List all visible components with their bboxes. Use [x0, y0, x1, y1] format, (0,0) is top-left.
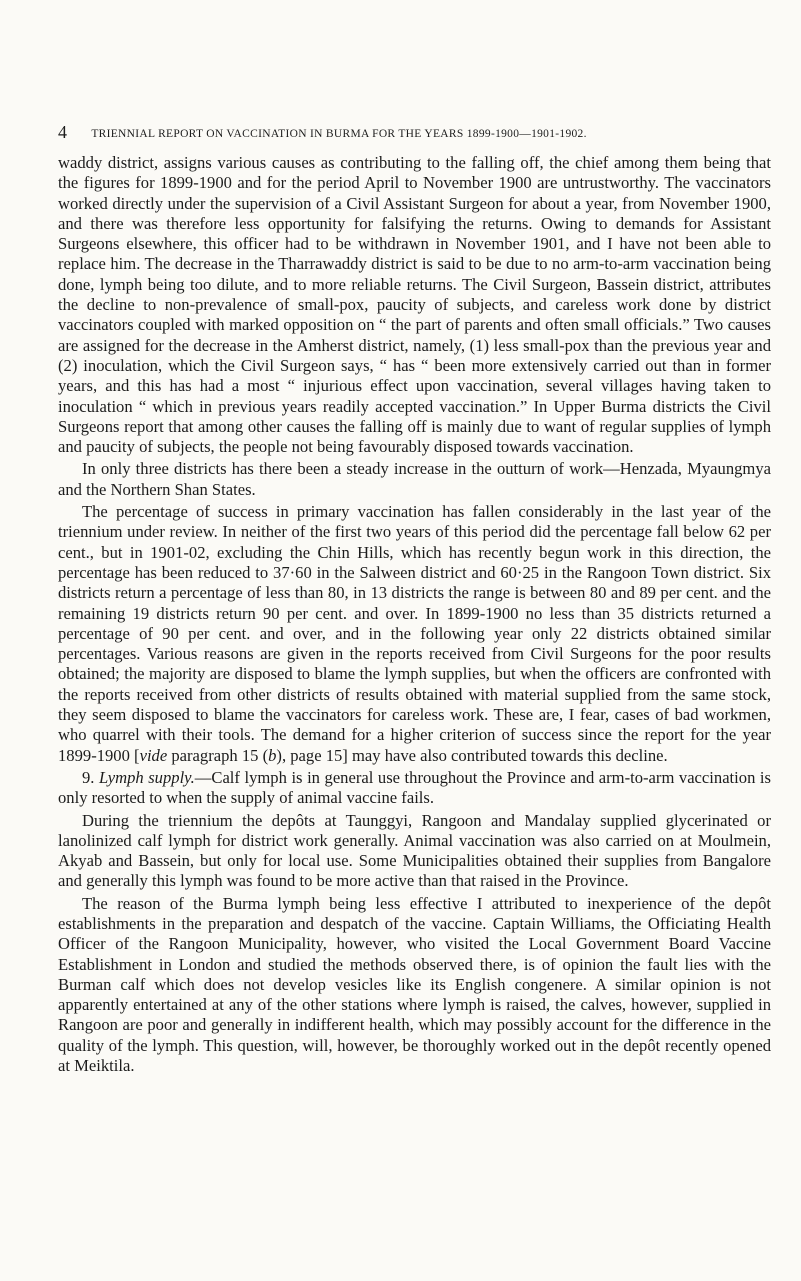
paragraph-text: During the triennium the depôts at Taunggyi, Rangoon and Mandalay supplied glycerinated or lanolinized calf lymph for district work generally. Animal vaccination was also carried on at Moulmein, Akyab and Bassein, but only for local use. Some Municipalities obtained their supplies from Bangalore and generally this lymph was found to be more active than that raised in the Province.: [58, 810, 771, 891]
report-body: [58, 153, 771, 1076]
paragraph-text: In only three districts has there been a steady increase in the outturn of work—Henzada, Myaungmya and the Northern Shan States.: [58, 459, 771, 499]
page-header: [58, 122, 758, 143]
paragraph-text-2: paragraph 15 (: [167, 745, 269, 765]
section-number: 9.: [82, 767, 99, 787]
paragraph-depots: [58, 811, 771, 892]
paragraph-burma-lymph: [58, 894, 771, 1077]
section-heading: Lymph supply.: [99, 767, 195, 787]
paragraph-text: —Calf lymph is in general use throughout the Province and arm-to-arm vaccination is only resorted to when the supply of animal vaccine fails.: [58, 767, 771, 808]
paragraph-lymph-supply: [58, 768, 771, 809]
paragraph-percentage: [58, 502, 771, 766]
paragraph-text: The percentage of success in primary vaccination has fallen considerably in the last year of the triennium under review. In neither of the first two years of this period did the percentage fall below 62 per cent., but in 1901-02, excluding the Chin Hills, which has recently begun work in this direction, the percentage has been reduced to 37·60 in the Salween district and 60·25 in the Rangoon Town district. Six districts return a percentage of less than 80, in 13 districts the range is between 80 and 89 per cent. and the remaining 19 districts return 90 per cent. and over. In 1899-1900 no less than 35 districts returned a percentage of 90 per cent. and over, and in the following year only 22 districts obtained similar percentages. Various reasons are given in the reports received from Civil Surgeons for the poor results obtained; the majority are disposed to blame the lymph supplies, but when the officers are confronted with the reports received from other districts of results obtained with material supplied from the same stock, they seem disposed to blame the vaccinators for careless work. These are, I fear, cases of bad workmen, who quarrel with their tools. The demand for a higher criterion of success since the report for the year 1899-1900 [: [58, 502, 771, 765]
running-title: TRIENNIAL REPORT ON VACCINATION IN BURMA FOR THE YEARS 1899-1900—1901-1902.: [91, 128, 587, 140]
paragraph-text-3: ), page 15] may have also contributed towards this decline.: [276, 745, 668, 765]
paragraph-increase: [58, 459, 771, 500]
paragraph-text: The reason of the Burma lymph being less effective I attributed to inexperience of the depôt establishments in the preparation and despatch of the vaccine. Captain Williams, the Officiating Health Officer of the Rangoon Municipality, however, who visited the Local Government Board Vaccine Establishment in London and studied the methods observed there, is of opinion the fault lies with the Burman calf which does not develop vesicles like its English congenere. A similar opinion is not apparently entertained at any of the other stations where lymph is raised, the calves, however, supplied in Rangoon are poor and generally in indifferent health, which may possibly account for the difference in the quality of the lymph. This question, will, however, be thoroughly worked out in the depôt recently opened at Meiktila.: [58, 893, 771, 1076]
italic-b: b: [268, 745, 277, 765]
paragraph-text: waddy district, assigns various causes as contributing to the falling off, the chief among them being that the figures for 1899-1900 and for the period April to November 1900 are untrustworthy. The vaccinators worked directly under the supervision of a Civil Assistant Surgeon for about a year, from November 1900, and there was therefore less opportunity for falsifying the returns. Owing to demands for Assistant Surgeons elsewhere, this officer had to be withdrawn in November 1901, and I have not been able to replace him. The decrease in the Tharrawaddy district is said to be due to no arm-to-arm vaccination being done, lymph being too dilute, and to more reliable returns. The Civil Surgeon, Bassein district, attributes the decline to non-prevalence of small-pox, paucity of subjects, and careless work done by district vaccinators coupled with marked opposition on “ the part of parents and often small officials.” Two causes are assigned for the decrease in the Amherst district, namely, (1) less small-pox than the previous year and (2) inoculation, which the Civil Surgeon says, “ has “ been more extensively carried out than in former years, and this has had a most “ injurious effect upon vaccination, several villages having taken to inoculation “ which in previous years readily accepted vaccination.” In Upper Burma districts the Civil Surgeons report that among other causes the falling off is mainly due to want of regular supplies of lymph and paucity of subjects, the people not being favourably disposed towards vaccination.: [58, 153, 771, 457]
page-number: 4: [58, 122, 68, 142]
italic-vide: vide: [139, 745, 168, 765]
paragraph-continued: [58, 153, 771, 457]
